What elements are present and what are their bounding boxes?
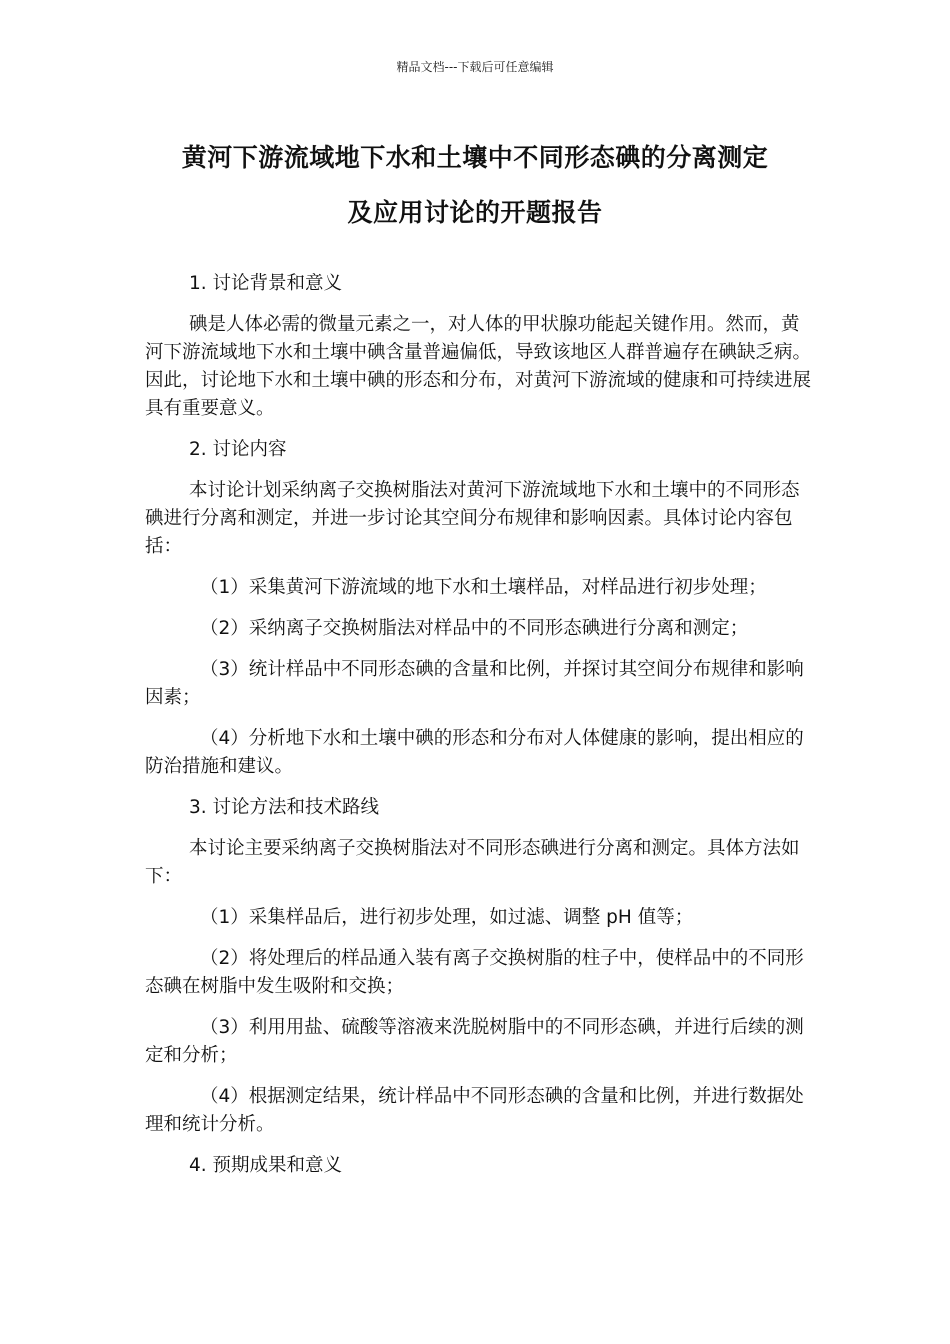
list-item: （1）采集黄河下游流域的地下水和土壤样品，对样品进行初步处理；: [200, 577, 767, 598]
list-item: （4）分析地下水和土壤中碘的形态和分布对人体健康的影响，提出相应的防治措施和建议。: [145, 728, 804, 777]
list-item: （1）采集样品后，进行初步处理，如过滤、调整 pH 值等；: [200, 907, 694, 928]
document-title-line-2: 及应用讨论的开题报告: [347, 198, 603, 227]
section-heading-background: 1. 讨论背景和意义: [189, 273, 343, 294]
list-item: （2）将处理后的样品通入装有离子交换树脂的柱子中，使样品中的不同形态碘在树脂中发生吸附和交换；: [145, 948, 804, 997]
list-item: （3）利用用盐、硫酸等溶液来洗脱树脂中的不同形态碘，并进行后续的测定和分析；: [145, 1017, 804, 1066]
section-heading-outcomes: 4. 预期成果和意义: [189, 1155, 343, 1176]
section-paragraph-background: 碘是人体必需的微量元素之一，对人体的甲状腺功能起关键作用。然而，黄河下游流域地下水和土壤中碘含量普遍偏低，导致该地区人群普遍存在碘缺乏病。因此，讨论地下水和土壤中碘的形态和分布，对黄河下游流域的健康和可持续进展具有重要意义。: [145, 314, 812, 419]
page-header: 精品文档---下载后可任意编辑: [396, 60, 554, 74]
list-item: （3）统计样品中不同形态碘的含量和比例，并探讨其空间分布规律和影响因素；: [145, 659, 804, 708]
section-paragraph-content: 本讨论计划采纳离子交换树脂法对黄河下游流域地下水和土壤中的不同形态碘进行分离和测定，并进一步讨论其空间分布规律和影响因素。具体讨论内容包括：: [145, 480, 800, 557]
list-item: （4）根据测定结果，统计样品中不同形态碘的含量和比例，并进行数据处理和统计分析。: [145, 1086, 804, 1135]
section-heading-methods: 3. 讨论方法和技术路线: [189, 797, 380, 818]
document-body: [145, 270, 817, 1193]
document-title-line-1: 黄河下游流域地下水和土壤中不同形态碘的分离测定: [181, 143, 769, 172]
section-paragraph-methods: 本讨论主要采纳离子交换树脂法对不同形态碘进行分离和测定。具体方法如下：: [145, 838, 800, 887]
section-heading-content: 2. 讨论内容: [189, 439, 287, 460]
list-item: （2）采纳离子交换树脂法对样品中的不同形态碘进行分离和测定；: [200, 618, 749, 639]
